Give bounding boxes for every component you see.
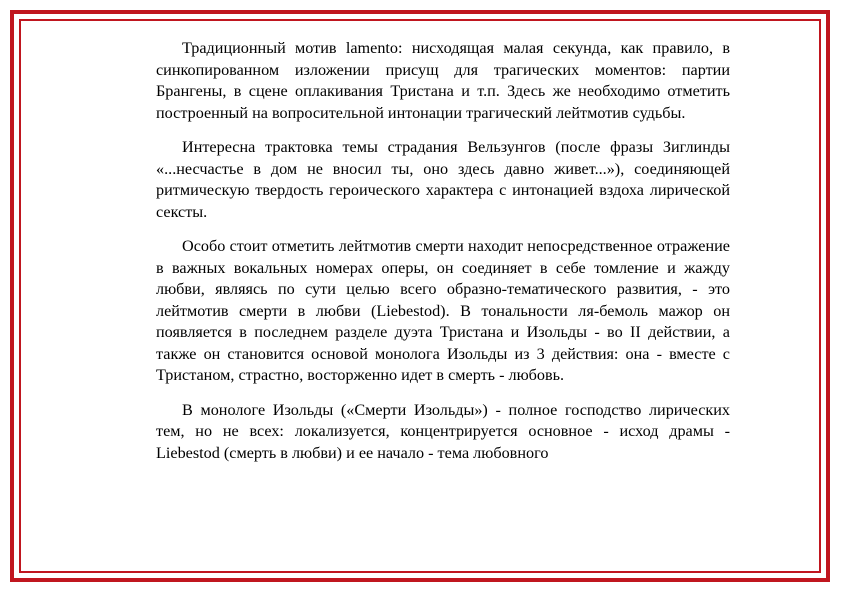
paragraph-isolde-monologue: В монологе Изольды («Смерти Изольды») - полное господство лирических тем, но не всех: локализуется, концентрируется основное - исход драмы - Liebestod (смерть в любви) и ее начало - тема любовного [156,400,730,462]
paragraph-velsungs: Интересна трактовка темы страдания Вельзунгов (после фразы Зиглинды «...несчастье в дом не вносил ты, оно здесь давно живет...»), соединяющей ритмическую твердость героического характера с интонацией вздоха лирической сексты. [156,138,730,221]
paragraph-lamento: Традиционный мотив lamento: нисходящая малая секунда, как правило, в синкопированном изложении присущ для трагических моментов: партии Брангены, в сцене оплакивания Тристана и т.п. Здесь же необходимо отметить построенный на вопросительной интонации трагический лейтмотив судьбы. [156,39,730,122]
paragraph-liebestod: Особо стоит отметить лейтмотив смерти находит непосредственное отражение в важных вокальных номерах оперы, он соединяет в себе томление и жажду любви, являясь по сути целью всего образно-тематического развития, - это лейтмотив смерти в любви (Liebestod). В тональности ля-бемоль мажор он появляется в последнем разделе дуэта Тристана и Изольды - во II действии, а также он становится основой монолога Изольды из 3 действия: она - вместе с Тристаном, страстно, восторженно идет в смерть - любовь. [156,237,730,384]
document-body [156,38,730,477]
